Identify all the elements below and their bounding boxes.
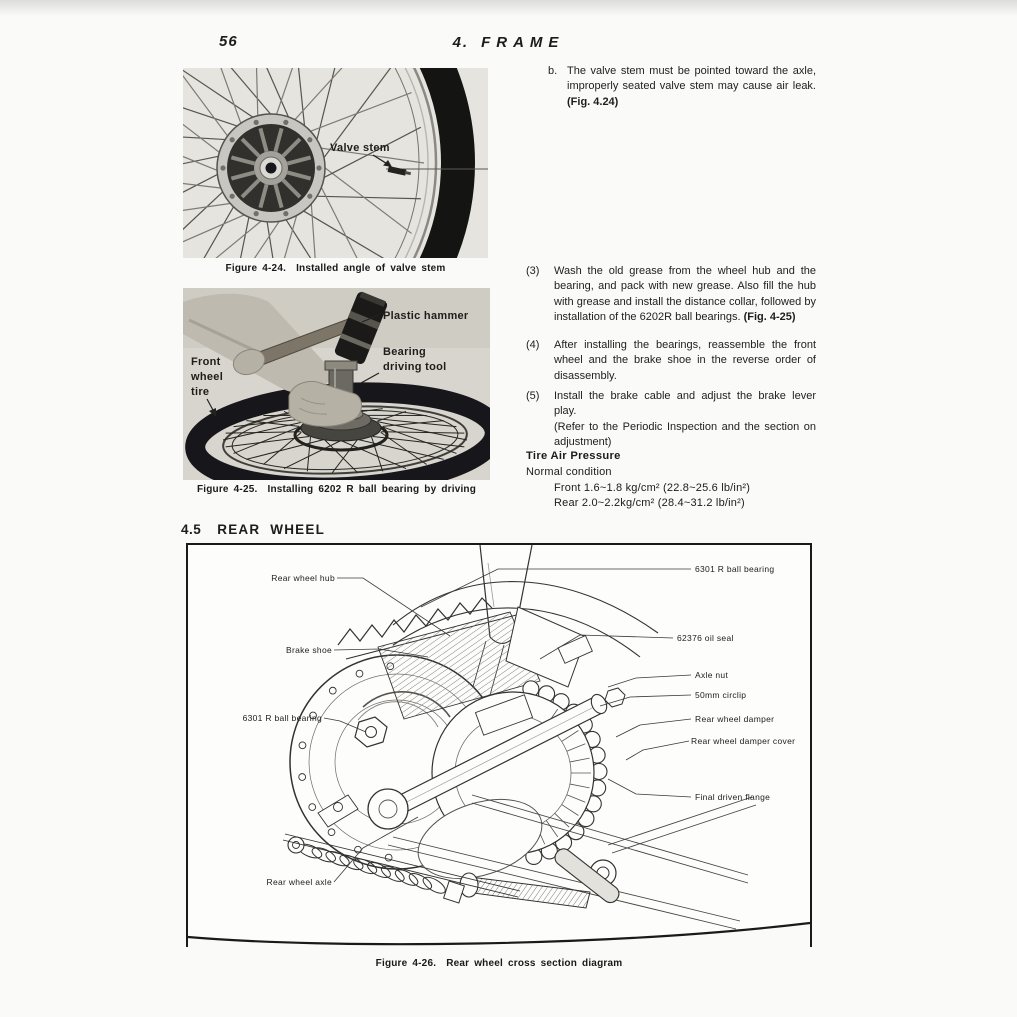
ball-bearing-right-label: 6301 R ball bearing bbox=[695, 564, 775, 574]
normal-condition-label: Normal condition bbox=[526, 466, 612, 478]
paragraph-5 bbox=[526, 389, 816, 450]
front-wheel-tire-label-2: wheel bbox=[191, 371, 224, 383]
chapter-header bbox=[0, 34, 1017, 51]
paragraph-4 bbox=[526, 338, 816, 384]
item-text: After installing the bearings, reassemble the front wheel and the brake shoe in the reverse order of disassembly. bbox=[554, 339, 816, 382]
bearing-tool-label-1: Bearing bbox=[383, 346, 427, 358]
ball-bearing-left-label: 6301 R ball bearing bbox=[242, 713, 322, 723]
front-pressure-value: Front 1.6~1.8 kg/cm² (22.8~25.6 lb/in²) bbox=[554, 482, 751, 494]
section-4-5-heading bbox=[181, 522, 325, 537]
item-text: The valve stem must be pointed toward the axle, improperly seated valve stem may cause air leak. (Fig. 4.24) bbox=[567, 65, 816, 108]
figure-4-26-caption: Figure 4-26. Rear wheel cross section diagram bbox=[375, 958, 623, 969]
section-title: REAR WHEEL bbox=[217, 522, 326, 537]
front-wheel-tire-label-1: Front bbox=[191, 356, 221, 368]
tire-air-pressure-heading: Tire Air Pressure bbox=[526, 450, 621, 462]
section-number: 4.5 bbox=[181, 522, 202, 537]
paragraph-b bbox=[548, 64, 816, 110]
item-text: Install the brake cable and adjust the brake lever play. (Refer to the Periodic Inspection and the section on adjustment) bbox=[554, 390, 816, 448]
bearing-tool-label-2: driving tool bbox=[383, 361, 447, 373]
item-label: (5) bbox=[526, 390, 540, 402]
front-wheel-tire-label-3: tire bbox=[191, 386, 210, 398]
valve-stem-label: Valve stem bbox=[330, 142, 390, 154]
figure-4-25-photo bbox=[183, 288, 490, 480]
circlip-label: 50mm circlip bbox=[695, 690, 747, 700]
rear-pressure-value: Rear 2.0~2.2kg/cm² (28.4~31.2 lb/in²) bbox=[554, 497, 745, 509]
damper-label: Rear wheel damper bbox=[695, 714, 775, 724]
axle-nut-label: Axle nut bbox=[695, 670, 729, 680]
page-number: 56 bbox=[219, 33, 238, 50]
item-label: (4) bbox=[526, 339, 540, 351]
damper-cover-label: Rear wheel damper cover bbox=[691, 736, 796, 746]
paragraph-3 bbox=[526, 264, 816, 325]
rear-wheel-hub-label: Rear wheel hub bbox=[271, 573, 335, 583]
driven-flange-label: Final driven flange bbox=[695, 792, 771, 802]
figure-4-24-photo bbox=[183, 68, 488, 258]
figure-4-24-caption: Figure 4-24. Installed angle of valve stem bbox=[225, 263, 446, 274]
chapter-title: FRAME bbox=[481, 34, 565, 51]
item-label: b. bbox=[548, 65, 558, 77]
figure-4-25-caption: Figure 4-25. Installing 6202 R ball bearing by driving bbox=[196, 484, 477, 495]
item-text: Wash the old grease from the wheel hub and the bearing, and pack with new grease. Also fill the hub with grease and install the distance collar, followed by installation of the 6202R ball bearings. (Fig. 4-25) bbox=[554, 265, 816, 323]
plastic-hammer-label: Plastic hammer bbox=[383, 310, 469, 322]
brake-shoe-label: Brake shoe bbox=[286, 645, 332, 655]
rear-wheel-axle-label: Rear wheel axle bbox=[266, 877, 332, 887]
chapter-number: 4. bbox=[452, 34, 470, 51]
figure-4-26-diagram bbox=[186, 543, 812, 947]
item-label: (3) bbox=[526, 265, 540, 277]
oil-seal-label: 62376 oil seal bbox=[677, 633, 734, 643]
